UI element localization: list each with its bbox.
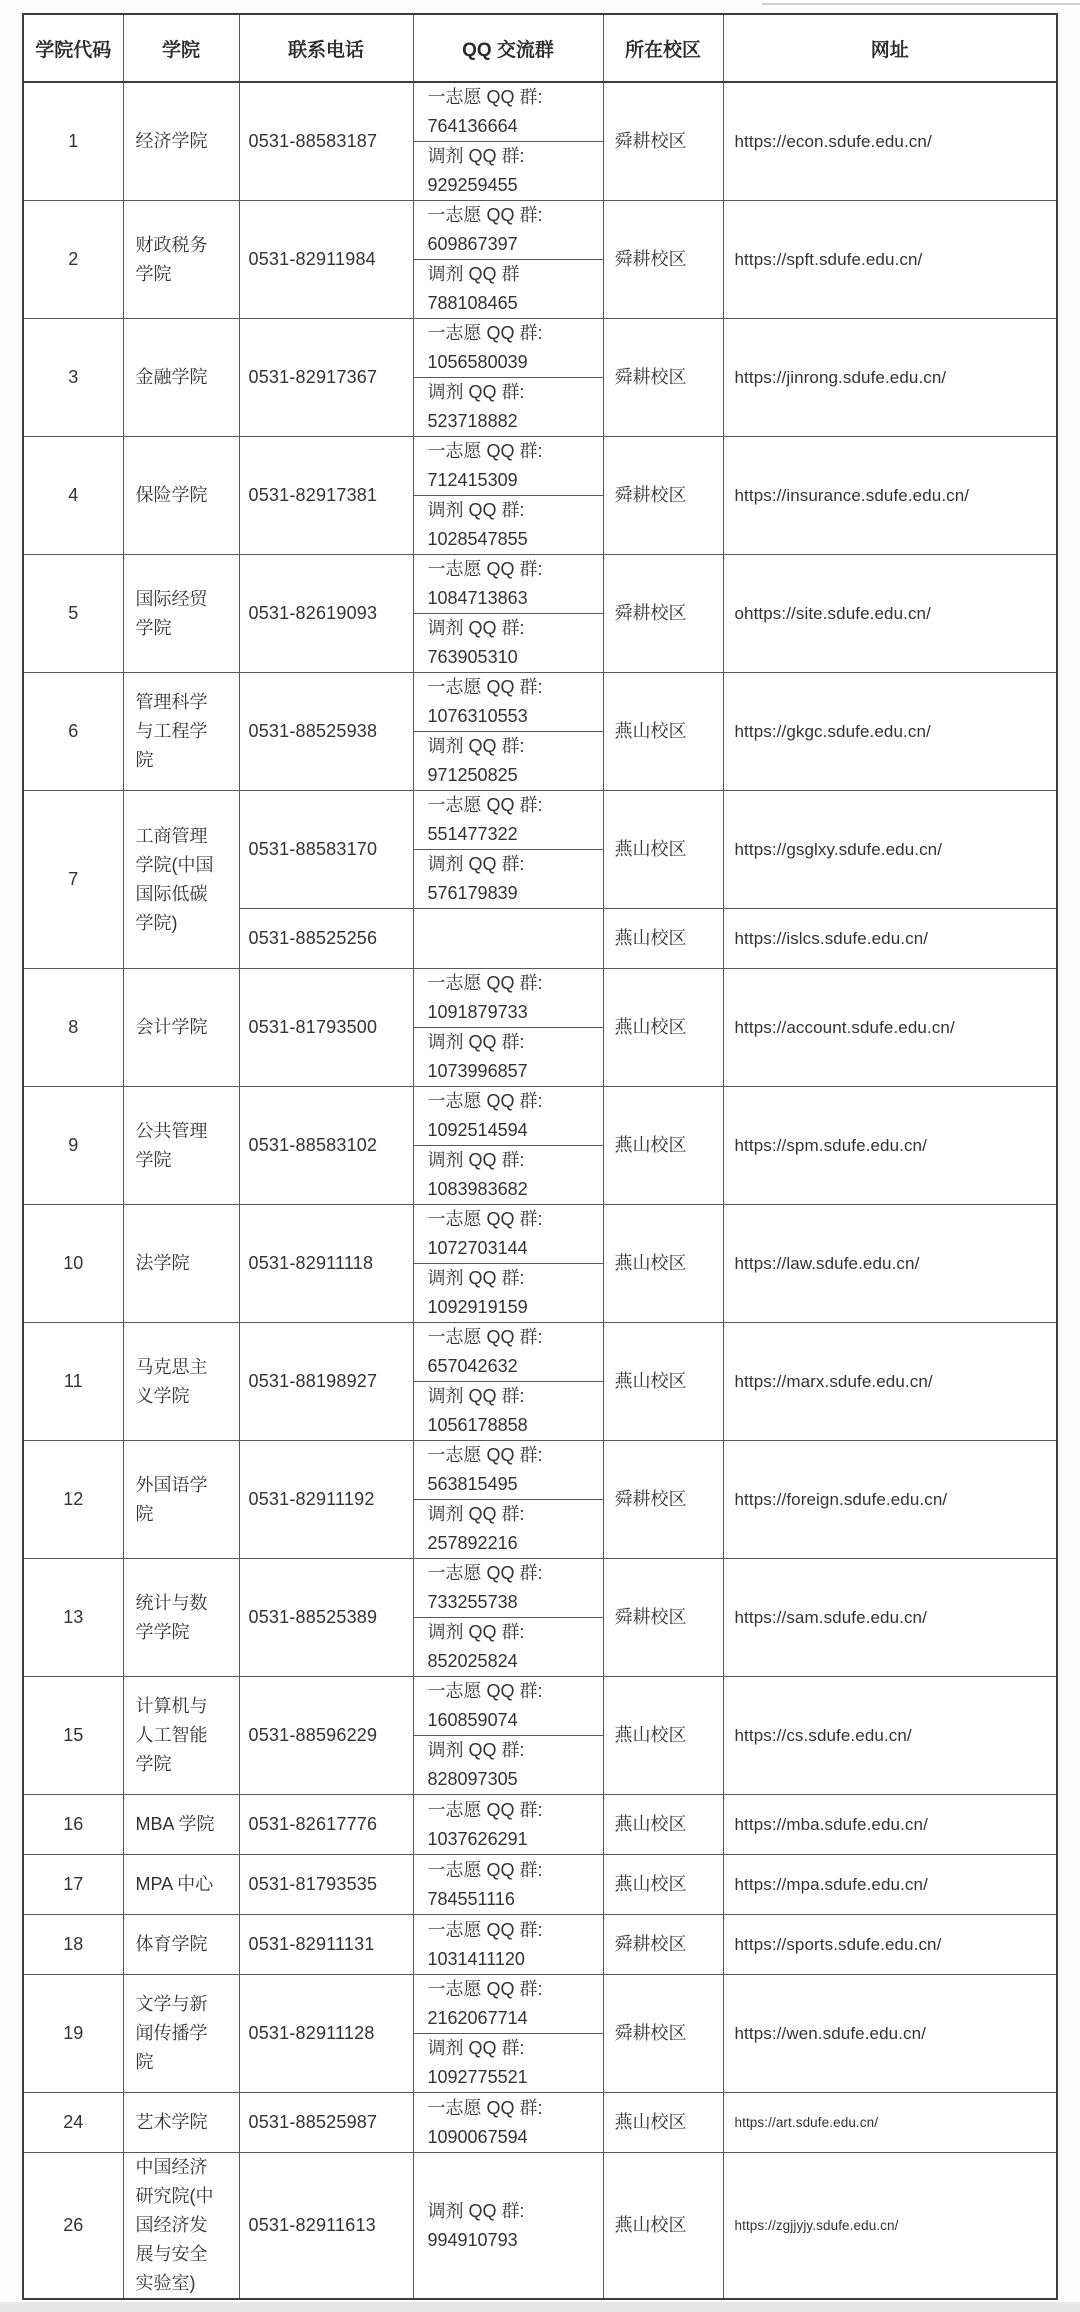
qq-group-cell <box>413 82 603 201</box>
qq-entry-label: 调剂 QQ 群: <box>427 2038 525 2058</box>
qq-entry <box>414 2197 603 2255</box>
website-cell: https://gkgc.sdufe.edu.cn/ <box>723 673 1057 791</box>
phone-cell: 0531-82617776 <box>239 1795 413 1855</box>
campus-cell: 燕山校区 <box>603 1323 723 1441</box>
qq-group-wrap <box>414 83 603 200</box>
header-college: 学院 <box>123 14 239 82</box>
qq-entry <box>414 731 603 790</box>
phone-cell: 0531-82911131 <box>239 1915 413 1975</box>
qq-group-wrap <box>414 909 603 968</box>
website-cell: https://islcs.sdufe.edu.cn/ <box>723 909 1057 969</box>
qq-entry-label: 一志愿 QQ 群: <box>427 677 543 697</box>
campus-cell: 燕山校区 <box>603 969 723 1087</box>
college-name-cell: 法学院 <box>123 1205 239 1323</box>
qq-entry-number: 576179839 <box>427 883 518 903</box>
campus-cell: 燕山校区 <box>603 2153 723 2300</box>
qq-entry-label: 一志愿 QQ 群: <box>427 323 543 343</box>
campus-cell: 燕山校区 <box>603 1205 723 1323</box>
table-row <box>23 319 1057 437</box>
qq-entry <box>414 1441 603 1499</box>
table-row <box>23 1855 1057 1915</box>
college-code-cell: 5 <box>23 555 123 673</box>
campus-cell: 舜耕校区 <box>603 1975 723 2093</box>
header-qq-group: QQ 交流群 <box>413 14 603 82</box>
table-row <box>23 791 1057 909</box>
college-name-cell: MPA 中心 <box>123 1855 239 1915</box>
campus-cell: 舜耕校区 <box>603 1559 723 1677</box>
qq-entry <box>414 319 603 377</box>
qq-group-cell <box>413 1855 603 1915</box>
qq-group-cell <box>413 791 603 909</box>
qq-entry <box>414 201 603 259</box>
website-cell: https://sports.sdufe.edu.cn/ <box>723 1915 1057 1975</box>
qq-entry-number: 1037626291 <box>427 1828 528 1849</box>
campus-cell: 舜耕校区 <box>603 82 723 201</box>
qq-entry-number: 1072703144 <box>427 1238 528 1258</box>
qq-group-wrap <box>414 1323 603 1440</box>
qq-entry-number: 764136664 <box>427 116 518 136</box>
qq-entry-label: 调剂 QQ 群: <box>427 1504 525 1524</box>
qq-group-wrap <box>414 1677 603 1794</box>
qq-group-cell <box>413 319 603 437</box>
qq-group-cell <box>413 1915 603 1975</box>
qq-entry-label: 调剂 QQ 群 <box>427 264 520 284</box>
phone-cell: 0531-88583170 <box>239 791 413 909</box>
qq-entry <box>414 1559 603 1617</box>
college-code-cell: 16 <box>23 1795 123 1855</box>
qq-entry-number: 994910793 <box>427 2229 518 2250</box>
campus-cell: 燕山校区 <box>603 909 723 969</box>
campus-cell: 燕山校区 <box>603 1677 723 1795</box>
qq-entry-label: 一志愿 QQ 群: <box>427 1327 543 1347</box>
qq-entry-label: 调剂 QQ 群: <box>427 854 525 874</box>
table-header <box>23 14 1057 82</box>
qq-entry <box>414 259 603 318</box>
table-row <box>23 2153 1057 2300</box>
qq-entry <box>414 613 603 672</box>
college-name-cell: 马克思主义学院 <box>123 1323 239 1441</box>
college-name-cell: 外国语学院 <box>123 1441 239 1559</box>
phone-cell: 0531-88525938 <box>239 673 413 791</box>
table-row <box>23 437 1057 555</box>
qq-entry <box>414 1381 603 1440</box>
qq-group-wrap <box>414 673 603 790</box>
qq-entry <box>414 83 603 141</box>
college-code-cell: 12 <box>23 1441 123 1559</box>
college-name-cell: 保险学院 <box>123 437 239 555</box>
college-code-cell: 6 <box>23 673 123 791</box>
qq-entry <box>414 1735 603 1794</box>
qq-entry-label: 调剂 QQ 群: <box>427 1740 525 1760</box>
phone-cell: 0531-82911192 <box>239 1441 413 1559</box>
table-row <box>23 1205 1057 1323</box>
qq-entry-number: 763905310 <box>427 647 518 667</box>
college-code-cell: 19 <box>23 1975 123 2093</box>
qq-entry <box>414 1975 603 2033</box>
college-code-cell: 3 <box>23 319 123 437</box>
photo-edge-artifact <box>762 3 1080 5</box>
phone-cell: 0531-88525389 <box>239 1559 413 1677</box>
qq-group-cell <box>413 201 603 319</box>
qq-entry-label: 一志愿 QQ 群: <box>427 1681 543 1701</box>
qq-group-cell <box>413 1441 603 1559</box>
website-cell: https://insurance.sdufe.edu.cn/ <box>723 437 1057 555</box>
college-code-cell: 9 <box>23 1087 123 1205</box>
qq-entry-number: 1056580039 <box>427 352 528 372</box>
qq-entry-number: 1073996857 <box>427 1061 528 1081</box>
qq-entry <box>414 1263 603 1322</box>
qq-group-wrap <box>414 1087 603 1204</box>
qq-entry-number: 971250825 <box>427 765 518 785</box>
college-code-cell: 11 <box>23 1323 123 1441</box>
qq-group-wrap <box>414 2196 603 2255</box>
qq-entry-label: 一志愿 QQ 群: <box>427 441 543 461</box>
table-row <box>23 1677 1057 1795</box>
qq-entry-number: 788108465 <box>427 293 518 313</box>
campus-cell: 舜耕校区 <box>603 201 723 319</box>
college-name-cell: 中国经济研究院(中国经济发展与安全实验室) <box>123 2153 239 2300</box>
college-name-cell: 金融学院 <box>123 319 239 437</box>
phone-cell: 0531-81793500 <box>239 969 413 1087</box>
qq-group-wrap <box>414 1205 603 1322</box>
qq-group-cell <box>413 1205 603 1323</box>
qq-group-wrap <box>414 1441 603 1558</box>
qq-entry-number: 657042632 <box>427 1356 518 1376</box>
qq-group-cell <box>413 1087 603 1205</box>
phone-cell: 0531-82917367 <box>239 319 413 437</box>
qq-entry <box>414 1617 603 1676</box>
college-code-cell: 8 <box>23 969 123 1087</box>
qq-entry <box>414 1916 603 1974</box>
qq-group-cell <box>413 1323 603 1441</box>
table-row <box>23 1795 1057 1855</box>
campus-cell: 燕山校区 <box>603 2093 723 2153</box>
qq-group-cell <box>413 2153 603 2300</box>
website-cell: https://account.sdufe.edu.cn/ <box>723 969 1057 1087</box>
table-row <box>23 1323 1057 1441</box>
campus-cell: 舜耕校区 <box>603 319 723 437</box>
qq-entry-number: 1028547855 <box>427 529 528 549</box>
qq-entry-label: 调剂 QQ 群: <box>427 1150 525 1170</box>
table-row <box>23 1975 1057 2093</box>
qq-entry-number: 1083983682 <box>427 1179 528 1199</box>
phone-cell: 0531-82911984 <box>239 201 413 319</box>
qq-group-wrap <box>414 437 603 554</box>
header-website: 网址 <box>723 14 1057 82</box>
college-name-cell: MBA 学院 <box>123 1795 239 1855</box>
table-row <box>23 1559 1057 1677</box>
website-cell: https://zgjjyjy.sdufe.edu.cn/ <box>723 2153 1057 2300</box>
phone-cell: 0531-82911128 <box>239 1975 413 2093</box>
qq-group-wrap <box>414 1795 603 1854</box>
qq-entry-label: 一志愿 QQ 群: <box>427 559 543 579</box>
header-row <box>23 14 1057 82</box>
qq-entry-number: 712415309 <box>427 470 518 490</box>
college-code-cell: 18 <box>23 1915 123 1975</box>
qq-entry-label: 调剂 QQ 群: <box>427 146 525 166</box>
qq-entry-number: 609867397 <box>427 234 518 254</box>
qq-entry-number: 1092775521 <box>427 2067 528 2087</box>
qq-entry-label: 一志愿 QQ 群: <box>427 1919 543 1940</box>
qq-entry <box>414 1027 603 1086</box>
qq-entry-number: 1056178858 <box>427 1415 528 1435</box>
website-cell: https://econ.sdufe.edu.cn/ <box>723 82 1057 201</box>
campus-cell: 燕山校区 <box>603 673 723 791</box>
qq-entry-label: 一志愿 QQ 群: <box>427 1445 543 1465</box>
qq-entry-label: 调剂 QQ 群: <box>427 382 525 402</box>
website-cell: https://marx.sdufe.edu.cn/ <box>723 1323 1057 1441</box>
qq-entry <box>414 1145 603 1204</box>
qq-entry-number: 160859074 <box>427 1710 518 1730</box>
phone-cell: 0531-88525256 <box>239 909 413 969</box>
qq-entry-number: 784551116 <box>427 1888 515 1909</box>
college-name-cell: 经济学院 <box>123 82 239 201</box>
college-contact-table <box>22 13 1058 2300</box>
qq-group-wrap <box>414 1915 603 1974</box>
qq-group-wrap <box>414 2093 603 2152</box>
table-row <box>23 1087 1057 1205</box>
college-name-cell: 会计学院 <box>123 969 239 1087</box>
phone-cell: 0531-81793535 <box>239 1855 413 1915</box>
qq-entry <box>414 1205 603 1263</box>
qq-entry-number: 1092919159 <box>427 1297 528 1317</box>
qq-entry-number: 1092514594 <box>427 1120 528 1140</box>
phone-cell: 0531-88525987 <box>239 2093 413 2153</box>
campus-cell: 燕山校区 <box>603 1795 723 1855</box>
table-row <box>23 1441 1057 1559</box>
college-code-cell: 2 <box>23 201 123 319</box>
college-code-cell: 15 <box>23 1677 123 1795</box>
college-code-cell: 7 <box>23 791 123 969</box>
qq-group-cell <box>413 673 603 791</box>
qq-group-cell <box>413 1975 603 2093</box>
qq-entry-label: 一志愿 QQ 群: <box>427 2097 543 2118</box>
campus-cell: 舜耕校区 <box>603 1441 723 1559</box>
qq-entry <box>414 437 603 495</box>
campus-cell: 燕山校区 <box>603 791 723 909</box>
qq-entry <box>414 555 603 613</box>
college-code-cell: 4 <box>23 437 123 555</box>
college-name-cell: 体育学院 <box>123 1915 239 1975</box>
website-cell: https://spm.sdufe.edu.cn/ <box>723 1087 1057 1205</box>
qq-entry <box>414 1677 603 1735</box>
header-phone: 联系电话 <box>239 14 413 82</box>
phone-cell: 0531-88583102 <box>239 1087 413 1205</box>
qq-entry-number: 1090067594 <box>427 2126 528 2147</box>
college-name-cell: 统计与数学学院 <box>123 1559 239 1677</box>
college-code-cell: 13 <box>23 1559 123 1677</box>
website-cell: https://spft.sdufe.edu.cn/ <box>723 201 1057 319</box>
qq-entry <box>414 2094 603 2152</box>
qq-entry-label: 一志愿 QQ 群: <box>427 973 543 993</box>
qq-group-wrap <box>414 1855 603 1914</box>
qq-entry-label: 一志愿 QQ 群: <box>427 1091 543 1111</box>
qq-group-cell <box>413 1559 603 1677</box>
phone-cell: 0531-88596229 <box>239 1677 413 1795</box>
qq-entry <box>414 2033 603 2092</box>
phone-cell: 0531-88583187 <box>239 82 413 201</box>
qq-entry-number: 1076310553 <box>427 706 528 726</box>
qq-entry-number: 828097305 <box>427 1769 518 1789</box>
qq-entry-number: 1084713863 <box>427 588 528 608</box>
qq-entry-label: 调剂 QQ 群: <box>427 1268 525 1288</box>
qq-entry-label: 一志愿 QQ 群: <box>427 1859 543 1880</box>
website-cell: https://gsglxy.sdufe.edu.cn/ <box>723 791 1057 909</box>
qq-entry <box>414 969 603 1027</box>
qq-entry-label: 一志愿 QQ 群: <box>427 1209 543 1229</box>
header-college-code: 学院代码 <box>23 14 123 82</box>
phone-cell: 0531-82917381 <box>239 437 413 555</box>
qq-entry <box>414 141 603 200</box>
phone-cell: 0531-82619093 <box>239 555 413 673</box>
college-name-cell: 艺术学院 <box>123 2093 239 2153</box>
qq-entry <box>414 1856 603 1914</box>
qq-entry <box>414 1499 603 1558</box>
website-cell: https://mba.sdufe.edu.cn/ <box>723 1795 1057 1855</box>
qq-group-cell <box>413 437 603 555</box>
qq-entry-number: 1091879733 <box>427 1002 528 1022</box>
table-row <box>23 2093 1057 2153</box>
qq-entry-number: 733255738 <box>427 1592 518 1612</box>
qq-entry-label: 调剂 QQ 群: <box>427 618 525 638</box>
qq-group-wrap <box>414 1559 603 1676</box>
website-cell: https://foreign.sdufe.edu.cn/ <box>723 1441 1057 1559</box>
qq-entry <box>414 673 603 731</box>
campus-cell: 舜耕校区 <box>603 1915 723 1975</box>
qq-group-wrap <box>414 319 603 436</box>
college-name-cell: 财政税务学院 <box>123 201 239 319</box>
table-row <box>23 555 1057 673</box>
college-name-cell: 公共管理学院 <box>123 1087 239 1205</box>
qq-entry-label: 一志愿 QQ 群: <box>427 87 543 107</box>
table-row <box>23 1915 1057 1975</box>
qq-group-cell <box>413 1677 603 1795</box>
qq-group-cell <box>413 969 603 1087</box>
qq-entry-number: 2162067714 <box>427 2008 528 2028</box>
website-cell: https://cs.sdufe.edu.cn/ <box>723 1677 1057 1795</box>
qq-entry-number: 1031411120 <box>427 1948 525 1969</box>
table-row <box>23 969 1057 1087</box>
campus-cell: 燕山校区 <box>603 1087 723 1205</box>
qq-entry <box>414 1323 603 1381</box>
website-cell: https://art.sdufe.edu.cn/ <box>723 2093 1057 2153</box>
qq-entry-label: 调剂 QQ 群: <box>427 500 525 520</box>
phone-cell: 0531-82911613 <box>239 2153 413 2300</box>
table-row <box>23 82 1057 201</box>
phone-cell: 0531-82911118 <box>239 1205 413 1323</box>
table-body <box>23 82 1057 2299</box>
qq-entry <box>414 377 603 436</box>
phone-cell: 0531-88198927 <box>239 1323 413 1441</box>
qq-group-wrap <box>414 791 603 908</box>
qq-entry-label: 调剂 QQ 群: <box>427 736 525 756</box>
qq-entry-label: 调剂 QQ 群: <box>427 2200 525 2221</box>
table-row <box>23 673 1057 791</box>
website-cell: https://wen.sdufe.edu.cn/ <box>723 1975 1057 2093</box>
college-name-cell: 国际经贸学院 <box>123 555 239 673</box>
college-code-cell: 1 <box>23 82 123 201</box>
qq-group-cell <box>413 1795 603 1855</box>
qq-group-cell <box>413 555 603 673</box>
qq-entry-number: 929259455 <box>427 175 518 195</box>
qq-entry-label: 调剂 QQ 群: <box>427 1622 525 1642</box>
qq-entry-label: 一志愿 QQ 群: <box>427 1979 543 1999</box>
campus-cell: 舜耕校区 <box>603 555 723 673</box>
college-code-cell: 26 <box>23 2153 123 2300</box>
qq-entry-label: 调剂 QQ 群: <box>427 1032 525 1052</box>
qq-group-wrap <box>414 969 603 1086</box>
photo-bottom-strip <box>0 2302 1080 2312</box>
website-cell: https://mpa.sdufe.edu.cn/ <box>723 1855 1057 1915</box>
table-row <box>23 201 1057 319</box>
qq-entry-label: 一志愿 QQ 群: <box>427 1563 543 1583</box>
website-cell: https://sam.sdufe.edu.cn/ <box>723 1559 1057 1677</box>
college-name-cell: 文学与新闻传播学院 <box>123 1975 239 2093</box>
college-code-cell: 10 <box>23 1205 123 1323</box>
qq-entry-label: 调剂 QQ 群: <box>427 1386 525 1406</box>
college-name-cell: 工商管理学院(中国国际低碳学院) <box>123 791 239 969</box>
college-code-cell: 24 <box>23 2093 123 2153</box>
website-cell: https://jinrong.sdufe.edu.cn/ <box>723 319 1057 437</box>
qq-group-wrap <box>414 1975 603 2092</box>
qq-group-cell <box>413 2093 603 2153</box>
college-code-cell: 17 <box>23 1855 123 1915</box>
campus-cell: 燕山校区 <box>603 1855 723 1915</box>
qq-group-cell <box>413 909 603 969</box>
qq-entry <box>414 1087 603 1145</box>
college-name-cell: 计算机与人工智能学院 <box>123 1677 239 1795</box>
qq-entry <box>414 849 603 908</box>
website-cell: ohttps://site.sdufe.edu.cn/ <box>723 555 1057 673</box>
qq-entry-number: 852025824 <box>427 1651 518 1671</box>
campus-cell: 舜耕校区 <box>603 437 723 555</box>
qq-entry-number: 551477322 <box>427 824 518 844</box>
qq-entry-label: 一志愿 QQ 群: <box>427 205 543 225</box>
qq-entry <box>414 791 603 849</box>
website-cell: https://law.sdufe.edu.cn/ <box>723 1205 1057 1323</box>
qq-entry-number: 563815495 <box>427 1474 518 1494</box>
qq-entry <box>414 1796 603 1854</box>
qq-entry-label: 一志愿 QQ 群: <box>427 795 543 815</box>
qq-entry <box>414 495 603 554</box>
qq-entry-number: 523718882 <box>427 411 518 431</box>
header-campus: 所在校区 <box>603 14 723 82</box>
qq-entry-number: 257892216 <box>427 1533 518 1553</box>
qq-group-wrap <box>414 555 603 672</box>
college-name-cell: 管理科学与工程学院 <box>123 673 239 791</box>
qq-group-wrap <box>414 201 603 318</box>
qq-entry-label: 一志愿 QQ 群: <box>427 1799 543 1820</box>
